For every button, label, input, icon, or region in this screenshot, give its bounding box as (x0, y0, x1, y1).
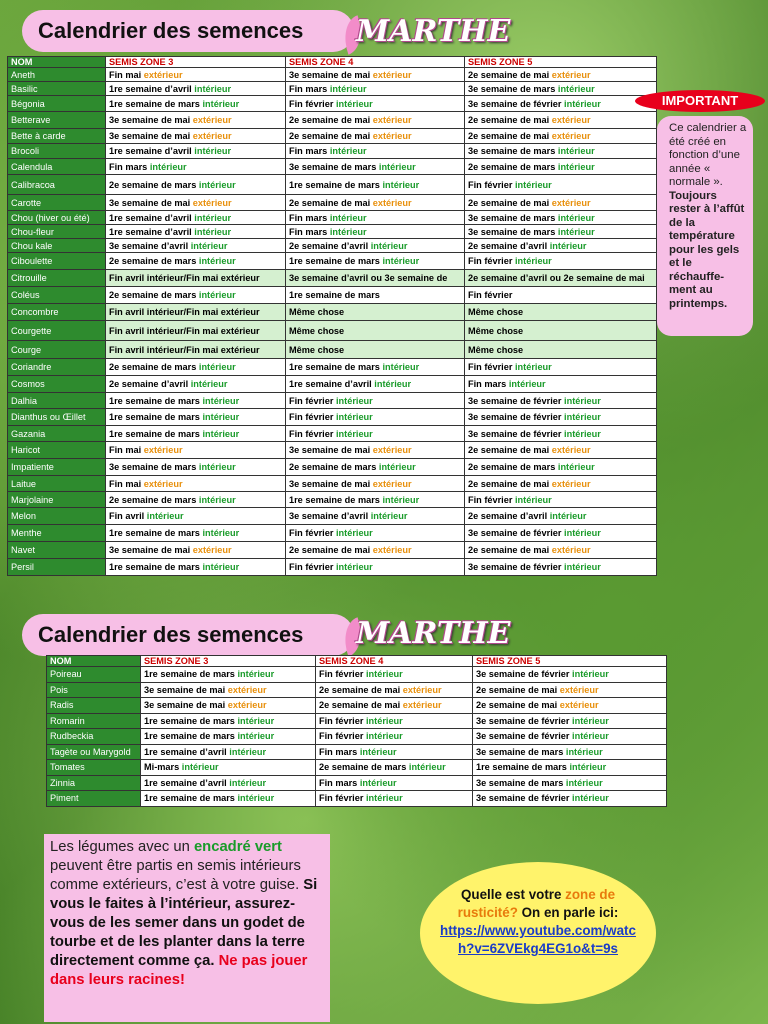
sowing-date-z4: Fin février intérieur (286, 525, 465, 542)
sowing-date-z3: 3e semaine de mars intérieur (106, 459, 286, 476)
plant-name: Bette à carde (8, 129, 106, 144)
sowing-date-z3: Fin avril intérieur/Fin mai extérieur (106, 304, 286, 321)
sowing-date-z3: 3e semaine de mai extérieur (106, 542, 286, 559)
sowing-date-z5: Fin février intérieur (465, 253, 657, 270)
header-nom: NOM (47, 656, 141, 667)
sowing-date-z5: 2e semaine de mars intérieur (465, 159, 657, 175)
sowing-date-z4: Fin mars intérieur (286, 211, 465, 225)
table-row (8, 508, 657, 525)
table-row (8, 144, 657, 159)
table-row (8, 476, 657, 492)
green-box-note: Les légumes avec un encadré vert peuvent être partis en semis intérieurs comme extérieurs, c’est à votre guise. Si vous le faites à l’intérieur, assurez-vous de les semer dans un godet de tourbe et de les planter dans la terre directement comme ça. Ne pas jouer dans leurs racines! (44, 834, 330, 1022)
sowing-date-z4: 2e semaine de mars intérieur (286, 459, 465, 476)
plant-name: Melon (8, 508, 106, 525)
important-note: Ce calendrier a été créé en fonction d’une année « normale ». Toujours rester à l’affût de la température pour les gels et le réchauffe-ment au printemps. (657, 116, 753, 336)
plant-name: Chou kale (8, 239, 106, 253)
logo: MARTHE (356, 14, 511, 49)
sowing-date-z5: Fin février intérieur (465, 359, 657, 376)
sowing-date-z4: 2e semaine d’avril intérieur (286, 239, 465, 253)
sowing-date-z4: Fin mars intérieur (286, 144, 465, 159)
table-row (8, 195, 657, 211)
sowing-date-z4: Fin février intérieur (286, 409, 465, 426)
plant-name: Basilic (8, 82, 106, 96)
sowing-date-z4: Même chose (286, 304, 465, 321)
table-row (8, 129, 657, 144)
sowing-date-z4: 1re semaine de mars (286, 287, 465, 304)
sowing-date-z5: 2e semaine d’avril ou 2e semaine de mai (465, 270, 657, 287)
sowing-date-z5: 3e semaine de février intérieur (465, 525, 657, 542)
sowing-date-z3: 1re semaine de mars intérieur (141, 713, 316, 729)
table-row (8, 96, 657, 112)
sowing-date-z5: 3e semaine de mars intérieur (465, 225, 657, 239)
sowing-date-z5: Même chose (465, 321, 657, 341)
sowing-date-z3: 2e semaine de mars intérieur (106, 359, 286, 376)
table-row (8, 82, 657, 96)
sowing-date-z5: 3e semaine de février intérieur (465, 96, 657, 112)
table-row (8, 341, 657, 359)
sowing-date-z3: 3e semaine de mai extérieur (141, 698, 316, 714)
sowing-date-z3: Fin avril intérieur (106, 508, 286, 525)
sowing-date-z3: 1re semaine de mars intérieur (106, 559, 286, 576)
logo: MARTHE (356, 616, 511, 651)
sowing-date-z5: Fin février (465, 287, 657, 304)
hardiness-zone-callout: Quelle est votre zone de rusticité? On en parle ici: https://www.youtube.com/watch?v=6ZVEkg4EG1o&t=9s (420, 862, 656, 1004)
plant-name: Piment (47, 791, 141, 807)
table-row (8, 211, 657, 225)
sowing-date-z4: Fin mars intérieur (316, 775, 473, 791)
sowing-date-z3: 2e semaine de mars intérieur (106, 253, 286, 270)
page-title: Calendrier des semences (22, 614, 354, 656)
plant-name: Brocoli (8, 144, 106, 159)
table-row (47, 698, 667, 714)
sowing-date-z3: 1re semaine de mars intérieur (141, 667, 316, 683)
sowing-date-z5: 2e semaine de mai extérieur (473, 682, 667, 698)
plant-name: Persil (8, 559, 106, 576)
header-zone-3: SEMIS ZONE 3 (106, 57, 286, 68)
sowing-date-z5: 3e semaine de février intérieur (473, 791, 667, 807)
plant-name: Laitue (8, 476, 106, 492)
sowing-date-z5: 3e semaine de février intérieur (473, 729, 667, 745)
table-row (8, 68, 657, 82)
sowing-date-z3: 1re semaine de mars intérieur (106, 96, 286, 112)
header-nom: NOM (8, 57, 106, 68)
table-row (47, 760, 667, 776)
sowing-date-z5: 3e semaine de février intérieur (465, 426, 657, 442)
plant-name: Dianthus ou Œillet (8, 409, 106, 426)
sowing-date-z3: 1re semaine de mars intérieur (106, 525, 286, 542)
table-row (8, 459, 657, 476)
plant-name: Concombre (8, 304, 106, 321)
table-row (8, 525, 657, 542)
sowing-date-z4: Fin mars intérieur (286, 82, 465, 96)
sowing-date-z3: 2e semaine de mars intérieur (106, 175, 286, 195)
sowing-date-z3: 2e semaine d’avril intérieur (106, 376, 286, 393)
sowing-date-z4: Fin février intérieur (316, 729, 473, 745)
table-row (8, 393, 657, 409)
sowing-date-z4: Fin mars intérieur (316, 744, 473, 760)
plant-name: Cosmos (8, 376, 106, 393)
sowing-date-z4: 2e semaine de mai extérieur (316, 682, 473, 698)
sowing-date-z5: 3e semaine de février intérieur (465, 559, 657, 576)
sowing-date-z5: 3e semaine de février intérieur (465, 393, 657, 409)
sowing-date-z5: 3e semaine de février intérieur (465, 409, 657, 426)
sowing-date-z3: 1re semaine d’avril intérieur (106, 82, 286, 96)
sowing-date-z3: 1re semaine de mars intérieur (106, 426, 286, 442)
sowing-date-z4: 2e semaine de mai extérieur (286, 195, 465, 211)
sowing-date-z4: 1re semaine d’avril intérieur (286, 376, 465, 393)
plant-name: Romarin (47, 713, 141, 729)
table-row (8, 239, 657, 253)
plant-name: Tomates (47, 760, 141, 776)
sowing-date-z3: 1re semaine de mars intérieur (106, 409, 286, 426)
table-row (8, 225, 657, 239)
plant-name: Aneth (8, 68, 106, 82)
sowing-date-z5: 2e semaine de mai extérieur (465, 129, 657, 144)
sowing-date-z5: Même chose (465, 304, 657, 321)
plant-name: Calibracoa (8, 175, 106, 195)
sowing-date-z3: Mi-mars intérieur (141, 760, 316, 776)
sowing-date-z5: 3e semaine de mars intérieur (465, 82, 657, 96)
sowing-date-z5: 2e semaine d’avril intérieur (465, 239, 657, 253)
plant-name: Haricot (8, 442, 106, 459)
table-row (8, 287, 657, 304)
plant-name: Calendula (8, 159, 106, 175)
sowing-date-z5: Même chose (465, 341, 657, 359)
sowing-date-z3: 1re semaine d’avril intérieur (106, 144, 286, 159)
plant-name: Courgette (8, 321, 106, 341)
sowing-date-z5: Fin février intérieur (465, 175, 657, 195)
youtube-link[interactable]: https://www.youtube.com/watch?v=6ZVEkg4EG1o&t=9s (440, 923, 636, 956)
plant-name: Tagète ou Marygold (47, 744, 141, 760)
sowing-date-z4: 3e semaine d’avril ou 3e semaine de (286, 270, 465, 287)
table-row (8, 175, 657, 195)
plant-name: Rudbeckia (47, 729, 141, 745)
sowing-date-z4: 1re semaine de mars intérieur (286, 359, 465, 376)
table-row (47, 682, 667, 698)
sowing-date-z3: Fin mai extérieur (106, 442, 286, 459)
table-row (8, 159, 657, 175)
table-row (8, 426, 657, 442)
sowing-date-z5: 3e semaine de février intérieur (473, 667, 667, 683)
plant-name: Betterave (8, 112, 106, 129)
plant-name: Gazania (8, 426, 106, 442)
plant-name: Chou (hiver ou été) (8, 211, 106, 225)
sowing-date-z4: Fin février intérieur (286, 426, 465, 442)
page-title: Calendrier des semences (22, 10, 354, 52)
sowing-date-z5: 3e semaine de mars intérieur (465, 211, 657, 225)
sowing-date-z5: 1re semaine de mars intérieur (473, 760, 667, 776)
plant-name: Pois (47, 682, 141, 698)
header-zone-5: SEMIS ZONE 5 (465, 57, 657, 68)
sowing-date-z3: 1re semaine d’avril intérieur (141, 775, 316, 791)
sowing-date-z4: 3e semaine de mai extérieur (286, 68, 465, 82)
sowing-date-z3: 3e semaine de mai extérieur (106, 129, 286, 144)
sowing-date-z4: Fin février intérieur (286, 96, 465, 112)
header-zone-5: SEMIS ZONE 5 (473, 656, 667, 667)
sowing-date-z5: 2e semaine de mars intérieur (465, 459, 657, 476)
sowing-date-z3: 3e semaine de mai extérieur (141, 682, 316, 698)
sowing-date-z3: Fin mars intérieur (106, 159, 286, 175)
table-row (8, 542, 657, 559)
plant-name: Poireau (47, 667, 141, 683)
plant-name: Citrouille (8, 270, 106, 287)
plant-name: Zinnia (47, 775, 141, 791)
table-row (47, 744, 667, 760)
important-badge: IMPORTANT (635, 90, 765, 112)
sowing-date-z4: 2e semaine de mars intérieur (316, 760, 473, 776)
sowing-date-z3: 1re semaine d’avril intérieur (106, 211, 286, 225)
table-row (8, 442, 657, 459)
table-row (8, 270, 657, 287)
table-row (8, 359, 657, 376)
table-row (47, 713, 667, 729)
plant-name: Chou-fleur (8, 225, 106, 239)
plant-name: Coléus (8, 287, 106, 304)
sowing-date-z3: Fin mai extérieur (106, 476, 286, 492)
sowing-date-z4: 2e semaine de mai extérieur (286, 542, 465, 559)
plant-name: Menthe (8, 525, 106, 542)
plant-name: Ciboulette (8, 253, 106, 270)
plant-name: Navet (8, 542, 106, 559)
sowing-date-z5: 2e semaine d’avril intérieur (465, 508, 657, 525)
seed-calendar-table (7, 56, 657, 576)
sowing-date-z5: 2e semaine de mai extérieur (465, 112, 657, 129)
sowing-date-z5: 2e semaine de mai extérieur (465, 442, 657, 459)
sowing-date-z3: Fin avril intérieur/Fin mai extérieur (106, 321, 286, 341)
table-row (8, 321, 657, 341)
table-row (8, 492, 657, 508)
plant-name: Coriandre (8, 359, 106, 376)
sowing-date-z3: 1re semaine d’avril intérieur (141, 744, 316, 760)
sowing-date-z4: 3e semaine de mars intérieur (286, 159, 465, 175)
sowing-date-z3: 3e semaine de mai extérieur (106, 112, 286, 129)
table-row (47, 729, 667, 745)
sowing-date-z4: Fin mars intérieur (286, 225, 465, 239)
sowing-date-z5: Fin février intérieur (465, 492, 657, 508)
plant-name: Bégonia (8, 96, 106, 112)
sowing-date-z3: 3e semaine d’avril intérieur (106, 239, 286, 253)
table-row (8, 112, 657, 129)
sowing-date-z4: 2e semaine de mai extérieur (316, 698, 473, 714)
sowing-date-z4: Fin février intérieur (316, 667, 473, 683)
table-row (47, 791, 667, 807)
sowing-date-z5: 2e semaine de mai extérieur (465, 195, 657, 211)
plant-name: Impatiente (8, 459, 106, 476)
sowing-date-z3: 2e semaine de mars intérieur (106, 287, 286, 304)
sowing-date-z4: 1re semaine de mars intérieur (286, 175, 465, 195)
sowing-date-z3: 1re semaine de mars intérieur (106, 393, 286, 409)
sowing-date-z5: 2e semaine de mai extérieur (465, 476, 657, 492)
sowing-date-z3: 3e semaine de mai extérieur (106, 195, 286, 211)
sowing-date-z3: Fin mai extérieur (106, 68, 286, 82)
sowing-date-z4: 1re semaine de mars intérieur (286, 492, 465, 508)
plant-name: Radis (47, 698, 141, 714)
sowing-date-z5: 2e semaine de mai extérieur (465, 68, 657, 82)
table-row (47, 667, 667, 683)
table-row (8, 376, 657, 393)
sowing-date-z4: Même chose (286, 341, 465, 359)
sowing-date-z4: Même chose (286, 321, 465, 341)
sowing-date-z5: 2e semaine de mai extérieur (473, 698, 667, 714)
sowing-date-z3: 1re semaine de mars intérieur (141, 729, 316, 745)
table-row (47, 775, 667, 791)
sowing-date-z3: 1re semaine d’avril intérieur (106, 225, 286, 239)
sowing-date-z3: 2e semaine de mars intérieur (106, 492, 286, 508)
plant-name: Dalhia (8, 393, 106, 409)
sowing-date-z4: 2e semaine de mai extérieur (286, 112, 465, 129)
sowing-date-z5: 3e semaine de février intérieur (473, 713, 667, 729)
sowing-date-z4: Fin février intérieur (316, 713, 473, 729)
plant-name: Courge (8, 341, 106, 359)
sowing-date-z5: 2e semaine de mai extérieur (465, 542, 657, 559)
sowing-date-z4: 3e semaine de mai extérieur (286, 442, 465, 459)
sowing-date-z3: Fin avril intérieur/Fin mai extérieur (106, 341, 286, 359)
sowing-date-z3: Fin avril intérieur/Fin mai extérieur (106, 270, 286, 287)
sowing-date-z4: Fin février intérieur (286, 393, 465, 409)
plant-name: Marjolaine (8, 492, 106, 508)
sowing-date-z3: 1re semaine de mars intérieur (141, 791, 316, 807)
sowing-date-z5: 3e semaine de mars intérieur (465, 144, 657, 159)
sowing-date-z4: 3e semaine de mai extérieur (286, 476, 465, 492)
sowing-date-z5: Fin mars intérieur (465, 376, 657, 393)
sowing-date-z5: 3e semaine de mars intérieur (473, 744, 667, 760)
header-zone-3: SEMIS ZONE 3 (141, 656, 316, 667)
table-row (8, 559, 657, 576)
header-zone-4: SEMIS ZONE 4 (286, 57, 465, 68)
table-row (8, 253, 657, 270)
sowing-date-z4: Fin février intérieur (286, 559, 465, 576)
table-row (8, 304, 657, 321)
sowing-date-z4: 2e semaine de mai extérieur (286, 129, 465, 144)
header-zone-4: SEMIS ZONE 4 (316, 656, 473, 667)
sowing-date-z4: 3e semaine d’avril intérieur (286, 508, 465, 525)
sowing-date-z4: Fin février intérieur (316, 791, 473, 807)
table-row (8, 409, 657, 426)
sowing-date-z5: 3e semaine de mars intérieur (473, 775, 667, 791)
sowing-date-z4: 1re semaine de mars intérieur (286, 253, 465, 270)
plant-name: Carotte (8, 195, 106, 211)
seed-calendar-table (46, 655, 667, 807)
